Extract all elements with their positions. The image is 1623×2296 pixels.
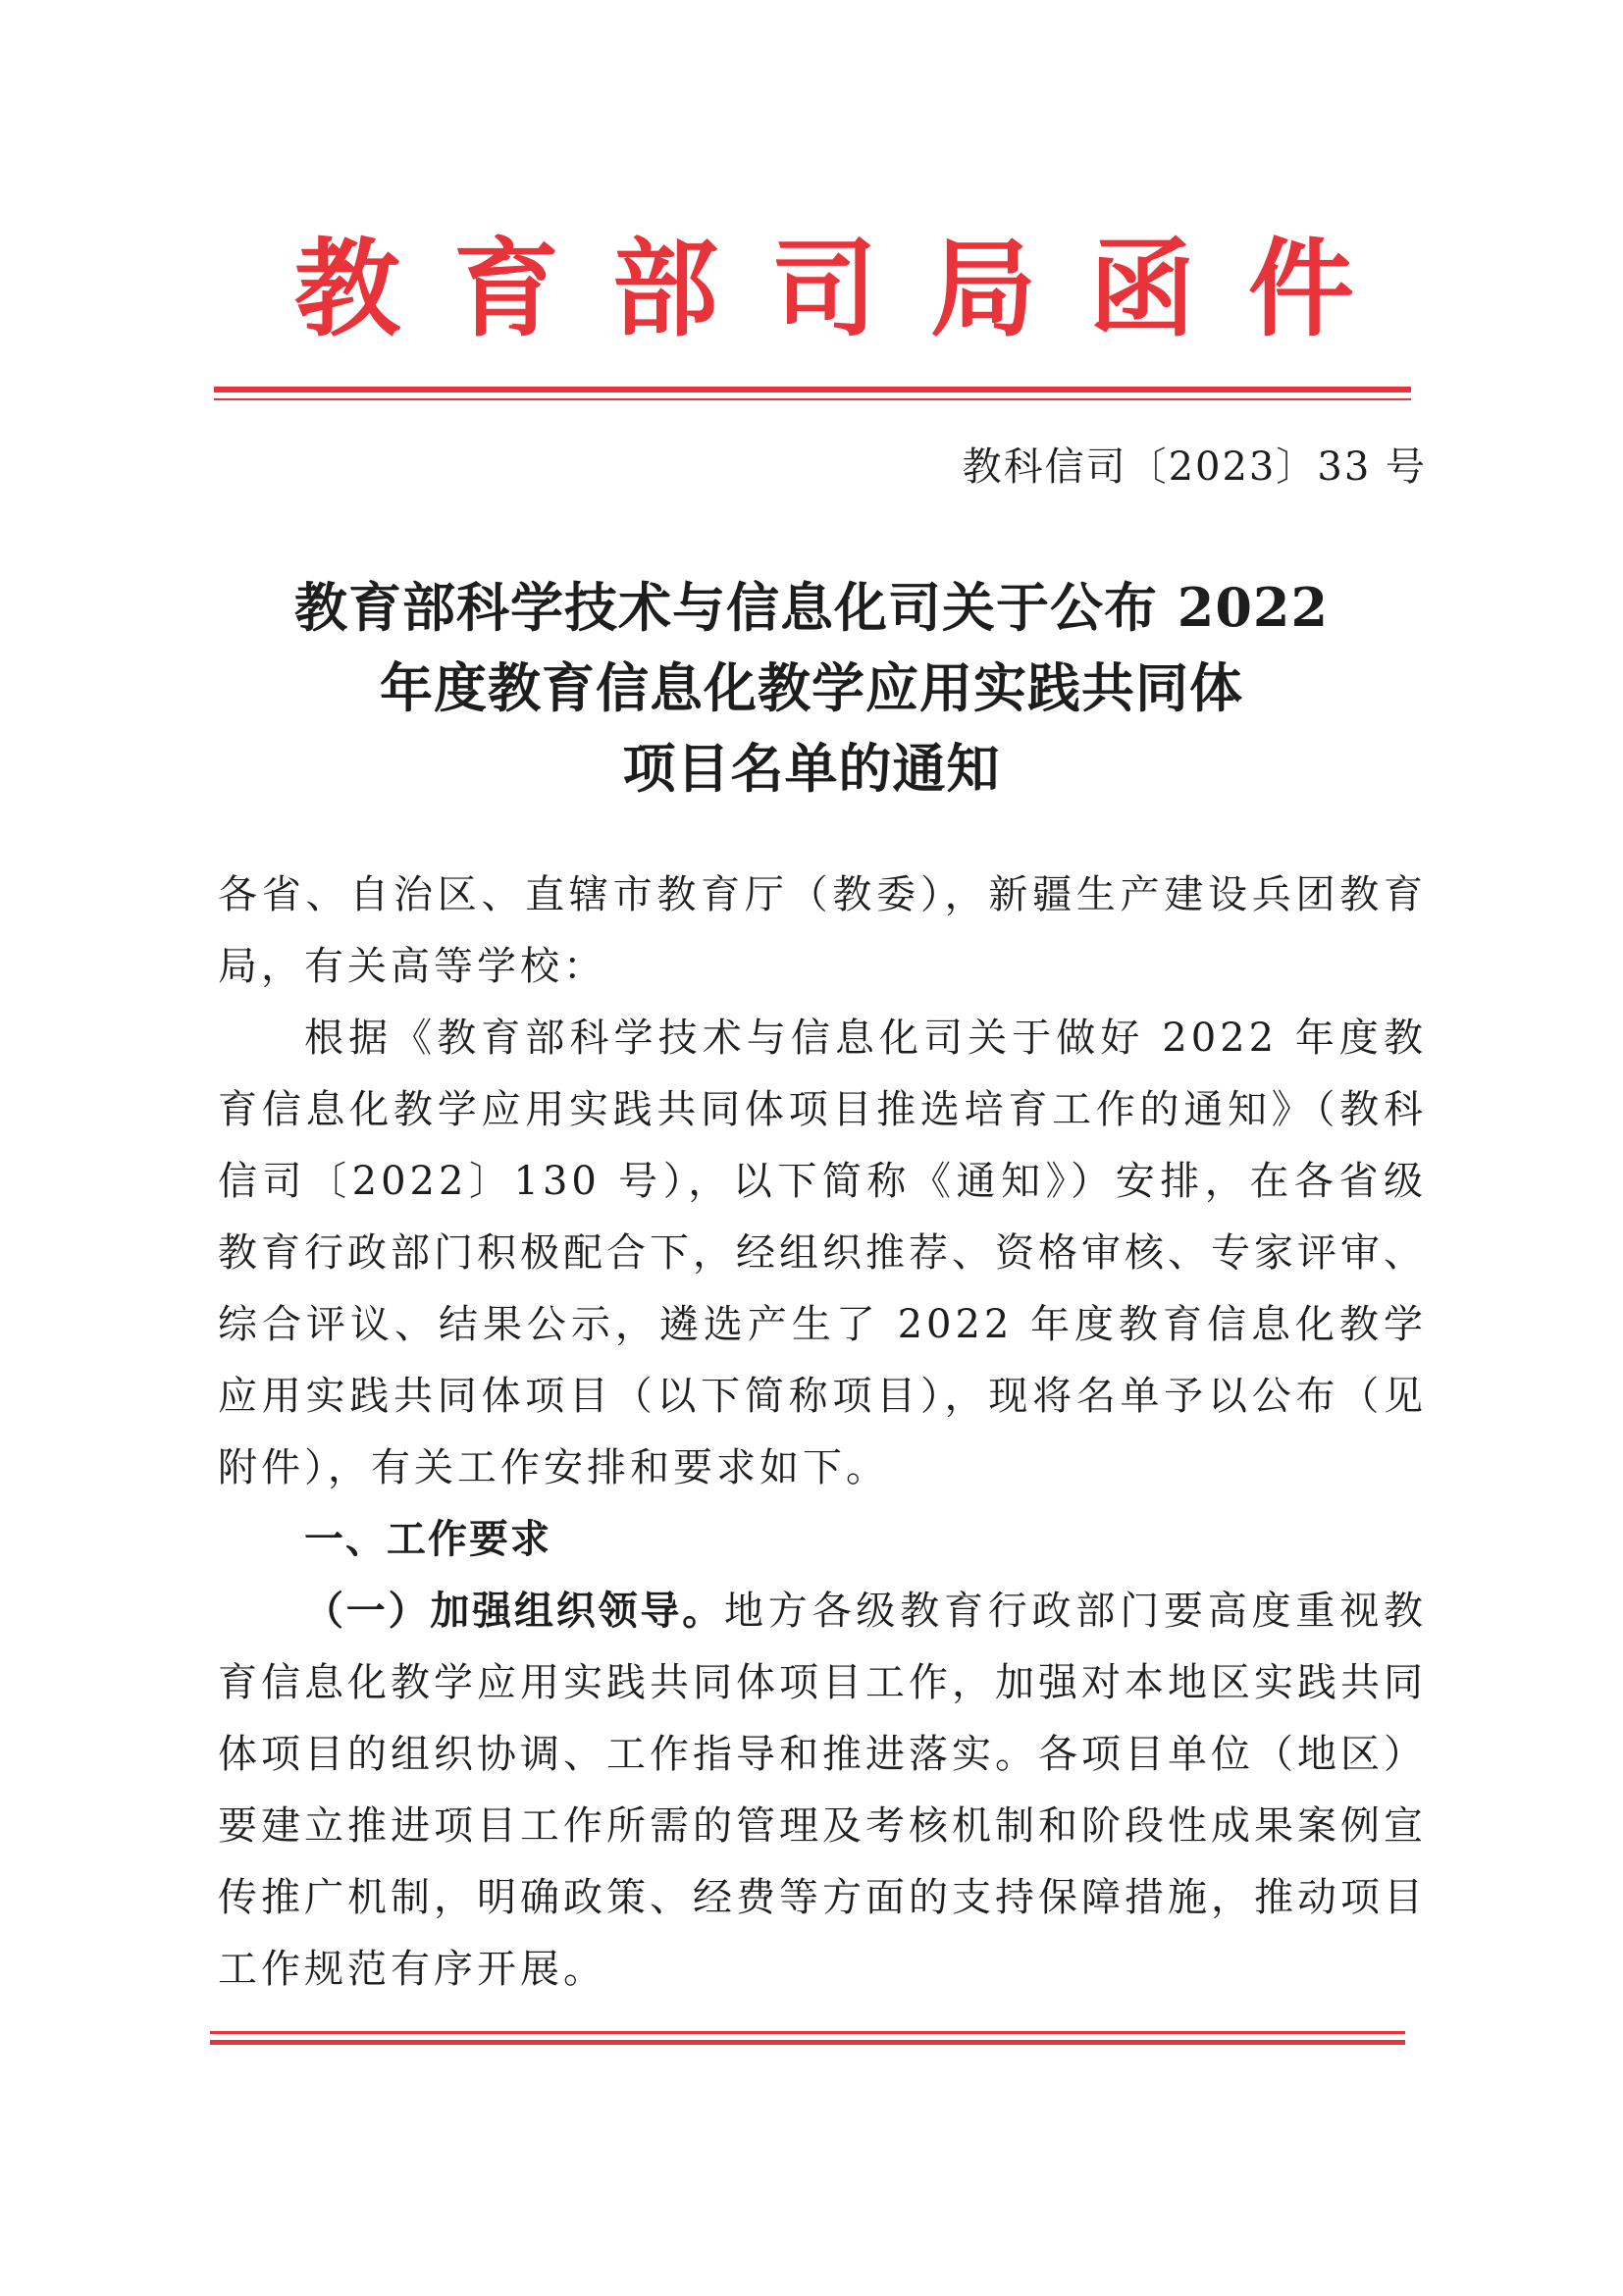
masthead-char: 件 xyxy=(1247,228,1354,351)
masthead-char: 函 xyxy=(1088,228,1195,351)
masthead xyxy=(294,226,1354,353)
title-line: 教育部科学技术与信息化司关于公布 2022 xyxy=(293,576,1330,639)
document-body xyxy=(218,860,1427,2006)
salutation: 各省、自治区、直辖市教育厅（教委），新疆生产建设兵团教育局，有关高等学校： xyxy=(218,872,1427,989)
item-text: 地方各级教育行政部门要高度重视教育信息化教学应用实践共同体项目工作，加强对本地区实践共同体项目的组织协调、工作指导和推进落实。各项目单位（地区）要建立推进项目工作所需的管理及考核机制和阶段性成果案例宣传推广机制，明确政策、经费等方面的支持保障措施，推动项目工作规范有序开展。 xyxy=(218,1589,1427,1992)
footer-rule-thin xyxy=(210,2031,1405,2034)
title-line: 年度教育信息化教学应用实践共同体 xyxy=(380,656,1243,719)
masthead-char: 部 xyxy=(611,228,718,351)
document-number: 教科信司〔2023〕33 号 xyxy=(962,444,1427,490)
masthead-char: 司 xyxy=(770,228,877,351)
masthead-char: 教 xyxy=(294,228,401,351)
title-line: 项目名单的通知 xyxy=(622,737,1001,800)
footer-rule xyxy=(210,2031,1405,2045)
masthead-char: 局 xyxy=(929,228,1036,351)
paragraph xyxy=(218,1576,1427,2006)
footer-rule-thick xyxy=(210,2040,1405,2045)
masthead-rule xyxy=(214,387,1411,392)
masthead-rule-thin xyxy=(214,398,1411,400)
masthead-char: 育 xyxy=(452,228,559,351)
section-heading: 一、工作要求 xyxy=(304,1517,551,1562)
item-lead: （一）加强组织领导。 xyxy=(304,1589,724,1634)
document-title xyxy=(196,567,1427,809)
paragraph: 根据《教育部科学技术与信息化司关于做好 2022 年度教育信息化教学应用实践共同体项目推选培育工作的通知》（教科信司〔2022〕130 号），以下简称《通知》）安排，在各省级教育行政部门积极配合下，经组织推荐、资格审核、专家评审、综合评议、结果公示，遴选产生了 2022 年度教育信息化教学应用实践共同体项目（以下简称项目），现将名单予以公布（见附件），有关工作安排和要求如下。 xyxy=(218,1016,1427,1490)
